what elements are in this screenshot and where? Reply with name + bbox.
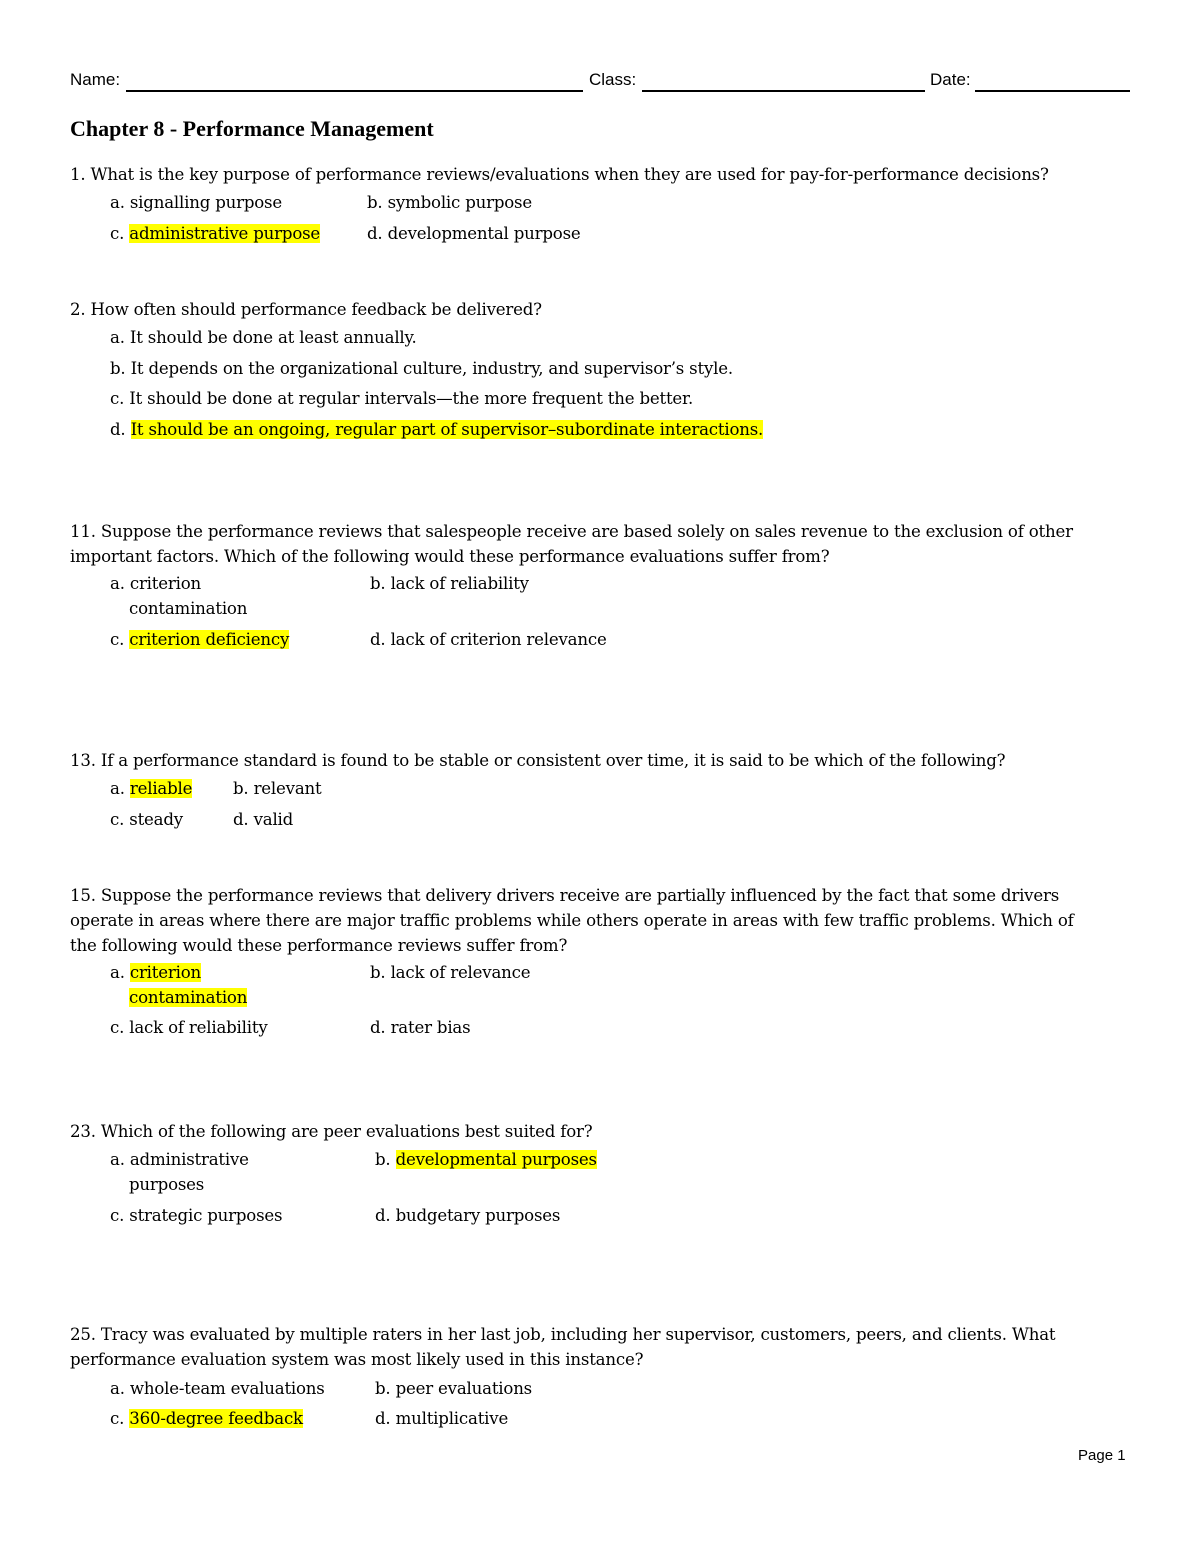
question-2: [70, 297, 1130, 447]
option-a: [110, 190, 282, 215]
option-letter: c.: [110, 389, 125, 408]
question-stem-line-3: the following would these performance reviews suffer from?: [70, 936, 568, 955]
option-text: lack of reliability: [129, 1018, 268, 1037]
option-text-line-2: contamination: [129, 599, 248, 618]
option-b: [370, 960, 530, 985]
option-a: [110, 1147, 249, 1197]
option-text: peer evaluations: [395, 1379, 532, 1398]
option-text: It depends on the organizational culture, industry, and supervisor’s style.: [130, 359, 733, 378]
option-d: [233, 807, 293, 832]
page-title: Chapter 8 - Performance Management: [70, 116, 434, 141]
option-c: [110, 1203, 282, 1228]
option-b: [367, 190, 532, 215]
option-text-line-2: [110, 985, 247, 1010]
option-text: signalling purpose: [129, 193, 282, 212]
option-text-line-2: purposes: [129, 1175, 205, 1194]
class-label: Class:: [589, 70, 637, 89]
question-stem: 1. What is the key purpose of performance reviews/evaluations when they are used for pay-for-performance decisions?: [70, 165, 1049, 184]
option-text-line-1-highlighted: criterion: [129, 963, 201, 982]
option-b: [375, 1147, 597, 1172]
option-text: relevant: [253, 779, 322, 798]
option-text-line-1: administrative: [129, 1150, 249, 1169]
option-text-highlighted: 360-degree feedback: [129, 1409, 303, 1428]
option-letter: a.: [110, 1379, 125, 1398]
question-13: [70, 748, 1130, 838]
option-b: [110, 356, 733, 381]
option-c: [110, 1015, 268, 1040]
option-d: [110, 417, 763, 442]
option-text-highlighted: It should be an ongoing, regular part of supervisor–subordinate interactions.: [130, 420, 764, 439]
option-text-highlighted: criterion deficiency: [129, 630, 290, 649]
option-text-line-2-highlighted: contamination: [129, 988, 248, 1007]
option-a: [110, 776, 192, 801]
option-b: [233, 776, 321, 801]
option-text: valid: [253, 810, 294, 829]
option-text: rater bias: [390, 1018, 471, 1037]
option-a: [110, 960, 247, 1010]
question-23: [70, 1119, 1130, 1239]
worksheet-header: [70, 70, 1130, 96]
option-c: [110, 807, 183, 832]
question-stem-line-1: 15. Suppose the performance reviews that delivery drivers receive are partially influenced by the fact that some drivers: [70, 886, 1060, 905]
question-15: [70, 883, 1130, 1053]
option-letter: c.: [110, 1206, 125, 1225]
option-letter: c.: [110, 630, 125, 649]
option-letter: a.: [110, 963, 125, 982]
option-text: lack of criterion relevance: [390, 630, 607, 649]
option-text-highlighted: administrative purpose: [129, 224, 321, 243]
option-letter: d.: [375, 1206, 391, 1225]
question-11: [70, 519, 1130, 659]
option-d: [370, 627, 607, 652]
option-text: It should be done at regular intervals—the more frequent the better.: [129, 389, 694, 408]
name-label: Name:: [70, 70, 121, 89]
option-a: [110, 325, 417, 350]
question-stem-line-1: 25. Tracy was evaluated by multiple raters in her last job, including her supervisor, customers, peers, and clients. What: [70, 1325, 1056, 1344]
date-label: Date:: [930, 70, 971, 89]
option-letter: d.: [233, 810, 249, 829]
option-letter: d.: [110, 420, 126, 439]
option-d: [367, 221, 581, 246]
option-letter: a.: [110, 328, 125, 347]
option-letter: a.: [110, 779, 125, 798]
question-25: [70, 1322, 1130, 1437]
option-b: [370, 571, 529, 596]
page-number: Page 1: [1078, 1447, 1126, 1464]
option-text-highlighted: reliable: [129, 779, 193, 798]
class-field-line[interactable]: [642, 90, 925, 92]
option-text: strategic purposes: [129, 1206, 283, 1225]
option-letter: c.: [110, 1409, 125, 1428]
option-letter: a.: [110, 574, 125, 593]
option-text-line-1: criterion: [129, 574, 201, 593]
option-d: [370, 1015, 470, 1040]
question-stem: 23. Which of the following are peer evaluations best suited for?: [70, 1122, 593, 1141]
option-letter: a.: [110, 1150, 125, 1169]
option-c: [110, 386, 693, 411]
question-1: [70, 162, 1130, 252]
option-text: budgetary purposes: [395, 1206, 561, 1225]
question-stem-line-2: important factors. Which of the following would these performance evaluations suffer from?: [70, 547, 830, 566]
option-letter: d.: [370, 630, 386, 649]
option-c: [110, 627, 289, 652]
option-text: lack of relevance: [390, 963, 531, 982]
option-b: [375, 1376, 532, 1401]
option-letter: b.: [367, 193, 383, 212]
option-c: [110, 221, 320, 246]
option-letter: b.: [370, 574, 386, 593]
option-d: [375, 1406, 508, 1431]
option-letter: d.: [375, 1409, 391, 1428]
option-text: symbolic purpose: [387, 193, 532, 212]
option-letter: b.: [375, 1150, 391, 1169]
option-letter: d.: [367, 224, 383, 243]
option-letter: b.: [233, 779, 249, 798]
option-text: multiplicative: [395, 1409, 509, 1428]
question-stem-line-2: operate in areas where there are major traffic problems while others operate in areas with few traffic problems. Which of: [70, 911, 1074, 930]
option-letter: b.: [370, 963, 386, 982]
option-letter: d.: [370, 1018, 386, 1037]
option-text: whole-team evaluations: [129, 1379, 325, 1398]
option-letter: b.: [110, 359, 126, 378]
option-text: lack of reliability: [390, 574, 529, 593]
option-text-highlighted: developmental purposes: [395, 1150, 597, 1169]
question-stem-line-1: 11. Suppose the performance reviews that salespeople receive are based solely on sales revenue to the exclusion of other: [70, 522, 1073, 541]
option-text: It should be done at least annually.: [129, 328, 417, 347]
option-a: [110, 1376, 325, 1401]
question-stem-line-2: performance evaluation system was most likely used in this instance?: [70, 1350, 644, 1369]
option-a: [110, 571, 247, 621]
option-letter: c.: [110, 810, 125, 829]
option-text: developmental purpose: [387, 224, 581, 243]
option-letter: b.: [375, 1379, 391, 1398]
option-d: [375, 1203, 560, 1228]
question-stem: 13. If a performance standard is found to be stable or consistent over time, it is said to be which of the following?: [70, 751, 1006, 770]
option-letter: c.: [110, 1018, 125, 1037]
name-field-line[interactable]: [126, 90, 583, 92]
option-text: steady: [129, 810, 183, 829]
date-field-line[interactable]: [975, 90, 1130, 92]
question-stem: 2. How often should performance feedback be delivered?: [70, 300, 542, 319]
option-letter: a.: [110, 193, 125, 212]
option-c: [110, 1406, 303, 1431]
option-letter: c.: [110, 224, 125, 243]
